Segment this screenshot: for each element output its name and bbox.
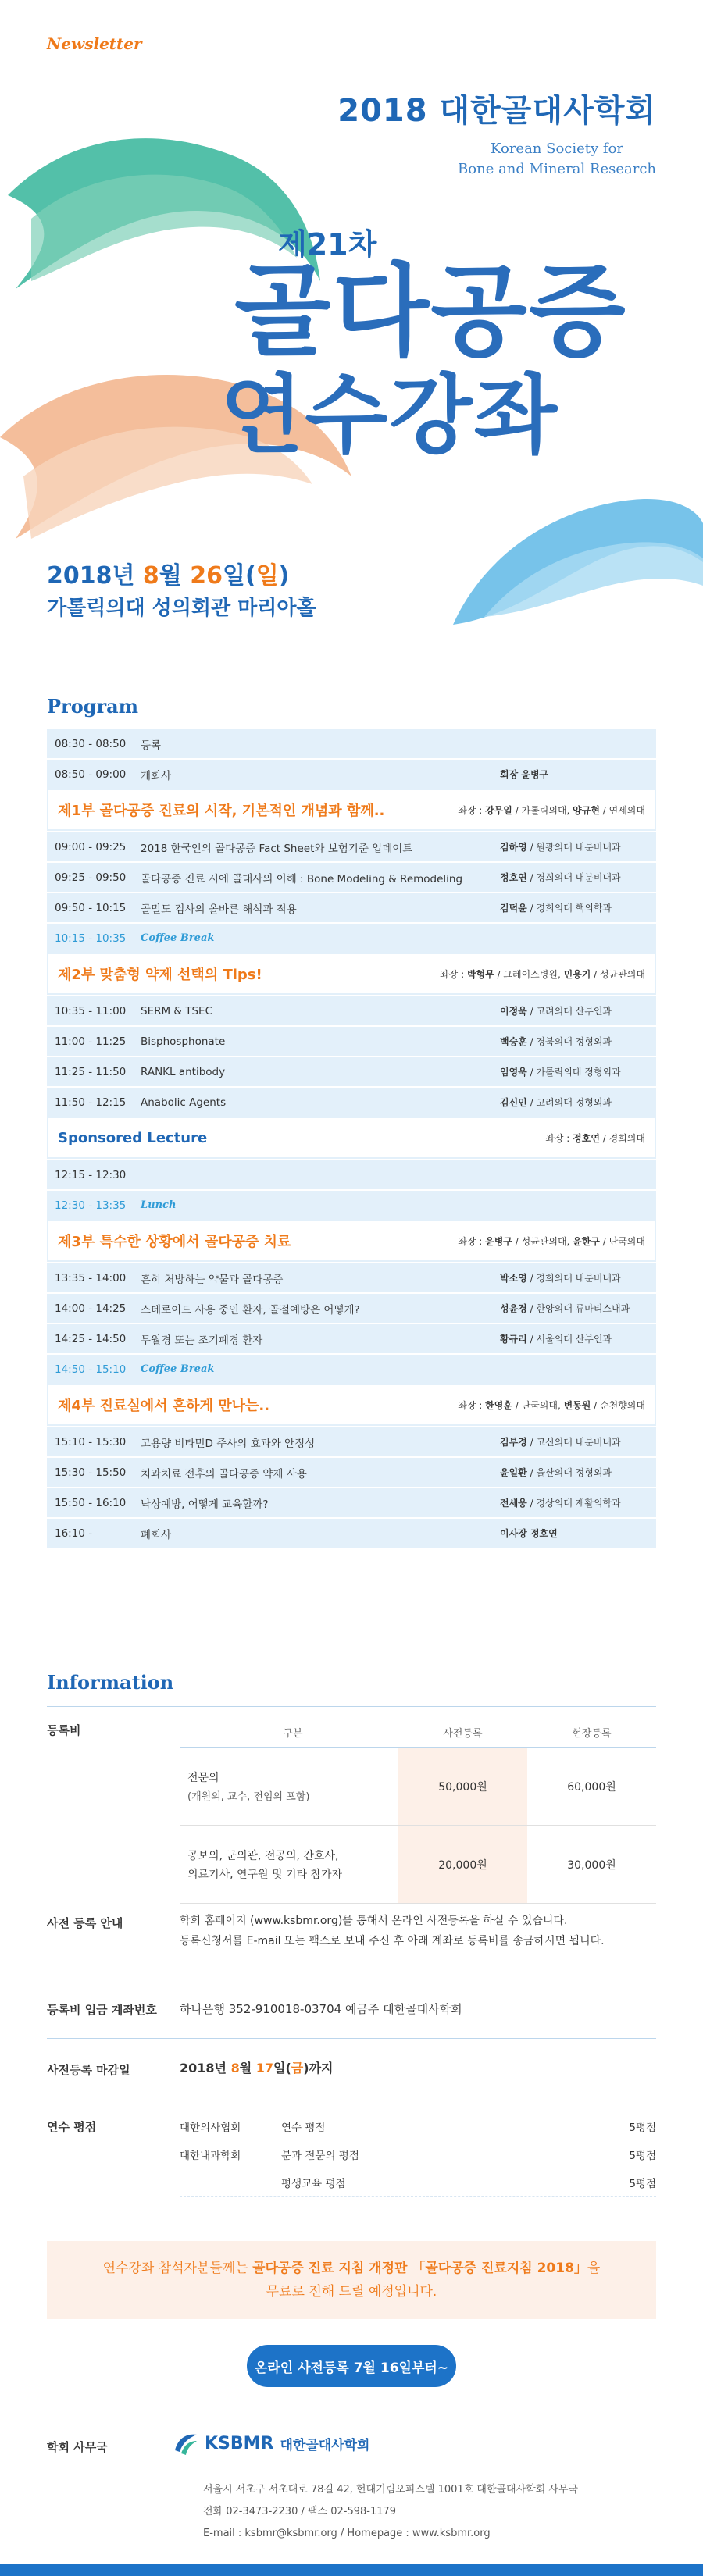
chair-prefix: 좌장 : bbox=[458, 804, 486, 816]
program-row bbox=[47, 861, 656, 892]
speaker-name: 이정욱 bbox=[500, 1006, 527, 1017]
deadline-value bbox=[180, 2058, 333, 2079]
chair-name: 민용기 bbox=[563, 968, 591, 980]
program-speaker bbox=[500, 1004, 656, 1017]
program-time: 08:30 - 08:50 bbox=[55, 737, 127, 750]
fee-onsite-value: 30,000원 bbox=[567, 1858, 616, 1872]
speaker-name: 이사장 정호연 bbox=[500, 1528, 558, 1539]
prereg-line2: 등록신청서를 E-mail 또는 팩스로 보내 주신 후 아래 계좌로 등록비를 송금하시면 됩니다. bbox=[180, 1935, 605, 1947]
speaker-name: 회장 윤병구 bbox=[500, 769, 549, 780]
program-row bbox=[47, 831, 656, 861]
program-row bbox=[47, 1086, 656, 1117]
program-time: 11:25 - 11:50 bbox=[55, 1065, 127, 1078]
program-row bbox=[47, 1487, 656, 1517]
program-speaker bbox=[500, 871, 656, 884]
session-header bbox=[47, 1117, 656, 1159]
chair-name: 윤한구 bbox=[573, 1235, 600, 1247]
date-month: 8 bbox=[142, 562, 159, 590]
credit-type: 연수 평점 bbox=[281, 2121, 326, 2134]
program-speaker bbox=[500, 1035, 656, 1048]
program-time: 09:50 - 10:15 bbox=[55, 901, 127, 914]
society-en-line1: Korean Society for bbox=[491, 141, 624, 157]
notice-line1-c: 을 bbox=[587, 2261, 601, 2276]
speaker-name: 김덕윤 bbox=[500, 903, 527, 914]
date-end: ) bbox=[278, 562, 290, 590]
notice-box bbox=[47, 2241, 656, 2319]
program-topic: RANKL antibody bbox=[141, 1065, 226, 1078]
session-header bbox=[47, 1384, 656, 1426]
speaker-affiliation: / 울산의대 정형외과 bbox=[526, 1467, 612, 1478]
fee-head-category: 구분 bbox=[283, 1728, 303, 1740]
program-speaker bbox=[500, 768, 656, 781]
program-speaker bbox=[500, 1466, 656, 1479]
program-time: 12:30 - 13:35 bbox=[55, 1199, 127, 1212]
program-speaker bbox=[500, 1527, 656, 1540]
chair-affiliation: / 단국의대 bbox=[599, 1235, 645, 1247]
fee-prereg-value: 50,000원 bbox=[398, 1748, 527, 1825]
speaker-affiliation: / 가톨릭의대 정형외과 bbox=[526, 1067, 621, 1078]
chair-affiliation: / 그레이스병원, bbox=[494, 968, 564, 980]
date-mid: 월 bbox=[159, 562, 191, 590]
deadline-day: 17 bbox=[255, 2061, 273, 2075]
chair-prefix: 좌장 : bbox=[458, 1235, 486, 1247]
program-row bbox=[47, 1456, 656, 1487]
program-time: 12:15 - 12:30 bbox=[55, 1168, 127, 1181]
program-topic: 골다공증 진료 시에 골대사의 이해 : Bone Modeling & Remodeling bbox=[141, 872, 463, 885]
deadline-month: 8 bbox=[230, 2061, 240, 2075]
program-topic: 골밀도 검사의 올바른 해석과 적용 bbox=[141, 903, 297, 916]
logo-kr: 대한골대사학회 bbox=[280, 2437, 370, 2453]
deadline-weekday: 금 bbox=[291, 2061, 304, 2075]
program-speaker bbox=[500, 1332, 656, 1345]
logo-en: KSBMR bbox=[205, 2433, 274, 2453]
program-time: 11:00 - 11:25 bbox=[55, 1035, 127, 1048]
credit-type: 평생교육 평점 bbox=[281, 2177, 346, 2190]
chair-prefix: 좌장 : bbox=[440, 968, 467, 980]
fee-category-line1: 전문의 bbox=[187, 1772, 219, 1784]
notice-line2: 무료로 전해 드릴 예정입니다. bbox=[266, 2284, 437, 2300]
program-topic: 등록 bbox=[141, 739, 162, 752]
deadline-a: 2018년 bbox=[180, 2061, 231, 2075]
chair-name: 변동원 bbox=[563, 1399, 591, 1411]
program-row bbox=[47, 1056, 656, 1086]
chair-prefix: 좌장 : bbox=[458, 1399, 486, 1411]
program-time: 13:35 - 14:00 bbox=[55, 1271, 127, 1284]
chair-affiliation: / 순천향의대 bbox=[591, 1399, 645, 1411]
program-row bbox=[47, 995, 656, 1025]
speaker-affiliation: / 고신의대 내분비내과 bbox=[526, 1437, 621, 1448]
program-row bbox=[47, 1292, 656, 1323]
speaker-name: 임영욱 bbox=[500, 1067, 527, 1078]
chair-affiliation: / 성균관의대, bbox=[512, 1235, 573, 1247]
session-title: 제2부 맞춤형 약제 선택의 Tips! bbox=[58, 967, 262, 983]
session-header bbox=[47, 953, 656, 995]
credit-points: 5평점 bbox=[629, 2121, 656, 2134]
chair-name: 한영훈 bbox=[485, 1399, 512, 1411]
program-topic: Lunch bbox=[141, 1199, 177, 1211]
speaker-name: 박소영 bbox=[500, 1273, 527, 1284]
chair-affiliation: / 단국의대, bbox=[512, 1399, 564, 1411]
program-speaker bbox=[500, 1271, 656, 1284]
chair-name: 정호연 bbox=[573, 1132, 600, 1144]
credit-row bbox=[180, 2140, 656, 2168]
program-topic: SERM & TSEC bbox=[141, 1004, 213, 1017]
program-speaker bbox=[500, 1435, 656, 1448]
speaker-name: 전세웅 bbox=[500, 1498, 527, 1509]
fee-category-line2: 의료기사, 연구원 및 기타 참가자 bbox=[187, 1868, 343, 1881]
program-row bbox=[47, 892, 656, 922]
chair-affiliation: / 경희의대 bbox=[599, 1132, 645, 1144]
fee-table bbox=[180, 1718, 656, 1904]
program-row bbox=[47, 758, 656, 789]
program-topic: Anabolic Agents bbox=[141, 1096, 227, 1109]
prereg-line1: 학회 홈페이지 (www.ksbmr.org)를 통해서 온라인 사전등록을 하실 수 있습니다. bbox=[180, 1915, 568, 1927]
program-time: 14:50 - 15:10 bbox=[55, 1363, 127, 1376]
hero-banner bbox=[0, 0, 703, 640]
ksbmr-logo-icon bbox=[172, 2430, 198, 2457]
program-topic: 무월경 또는 조기폐경 환자 bbox=[141, 1334, 263, 1347]
notice-line1-b: 골다공증 진료 지침 개정판 「골다공증 진료지침 2018」 bbox=[252, 2261, 587, 2276]
program-topic: 폐회사 bbox=[141, 1528, 172, 1541]
main-title-line2: 연수강좌 bbox=[220, 365, 559, 465]
credit-list bbox=[180, 2112, 656, 2197]
program-time: 09:00 - 09:25 bbox=[55, 840, 127, 853]
society-english-name bbox=[458, 139, 656, 180]
program-time: 10:15 - 10:35 bbox=[55, 932, 127, 945]
fee-category bbox=[180, 1769, 398, 1803]
fee-onsite-value: 60,000원 bbox=[567, 1780, 616, 1794]
break-row bbox=[47, 1189, 656, 1220]
notice-line1-a: 연수강좌 참석자분들께는 bbox=[102, 2261, 253, 2276]
program-speaker bbox=[500, 1496, 656, 1509]
credit-label: 연수 평점 bbox=[47, 2120, 97, 2134]
chair-affiliation: / 가톨릭의대, bbox=[512, 804, 573, 816]
speaker-affiliation: / 한양의대 류마티스내과 bbox=[526, 1303, 630, 1314]
program-table bbox=[47, 728, 656, 1548]
program-topic: 2018 한국인의 골다공증 Fact Sheet와 보험기준 업데이트 bbox=[141, 842, 413, 855]
program-row bbox=[47, 1323, 656, 1353]
program-row bbox=[47, 728, 656, 758]
program-topic: Coffee Break bbox=[141, 932, 215, 944]
program-time: 08:50 - 09:00 bbox=[55, 768, 127, 781]
program-time: 11:50 - 12:15 bbox=[55, 1096, 127, 1109]
speaker-affiliation: / 원광의대 내분비내과 bbox=[526, 842, 621, 853]
bottom-bar bbox=[0, 2564, 703, 2576]
credit-org: 대한내과학회 bbox=[180, 2149, 241, 2162]
program-time: 15:50 - 16:10 bbox=[55, 1496, 127, 1509]
speaker-affiliation: / 고려의대 정형외과 bbox=[526, 1097, 612, 1108]
speaker-name: 윤일환 bbox=[500, 1467, 527, 1478]
deadline-label: 사전등록 마감일 bbox=[47, 2063, 130, 2077]
chair-affiliation: / 연세의대 bbox=[599, 804, 645, 816]
chair-name: 양규현 bbox=[573, 804, 600, 816]
chair-prefix: 좌장 : bbox=[545, 1132, 573, 1144]
session-header bbox=[47, 1220, 656, 1262]
program-topic: 낙상예방, 어떻게 교육할까? bbox=[141, 1498, 269, 1511]
fee-head-onsite: 현장등록 bbox=[572, 1728, 612, 1740]
deadline-c: 일( bbox=[273, 2061, 291, 2075]
speaker-affiliation: / 경희의대 핵의학과 bbox=[526, 903, 612, 914]
program-title: Program bbox=[47, 695, 139, 718]
deadline-b: 월 bbox=[239, 2061, 256, 2075]
session-title: 제3부 특수한 상황에서 골다공증 치료 bbox=[58, 1234, 291, 1250]
program-time: 15:10 - 15:30 bbox=[55, 1435, 127, 1448]
program-topic: 고용량 비타민D 주사의 효과와 안정성 bbox=[141, 1437, 316, 1450]
program-speaker bbox=[500, 1096, 656, 1109]
speaker-name: 김부경 bbox=[500, 1437, 527, 1448]
online-registration-button[interactable]: 온라인 사전등록 7월 16일부터~ bbox=[247, 2345, 456, 2387]
program-speaker bbox=[500, 1302, 656, 1315]
fee-row bbox=[180, 1748, 656, 1826]
program-speaker bbox=[500, 840, 656, 853]
session-chair bbox=[458, 1235, 645, 1248]
program-topic: 개회사 bbox=[141, 769, 172, 782]
web-line: E-mail : ksbmr@ksbmr.org / Homepage : www.ksbmr.org bbox=[203, 2528, 491, 2539]
speaker-name: 백승훈 bbox=[500, 1036, 527, 1047]
fee-prereg-value: 20,000원 bbox=[398, 1826, 527, 1903]
credit-row bbox=[180, 2168, 656, 2197]
chair-name: 강무일 bbox=[485, 804, 512, 816]
divider bbox=[47, 1706, 656, 1707]
program-topic: Coffee Break bbox=[141, 1363, 215, 1375]
main-title-line1: 골다공증 bbox=[234, 254, 627, 370]
session-title: 제1부 골다공증 진료의 시작, 기본적인 개념과 함께.. bbox=[58, 803, 385, 819]
speaker-affiliation: / 서울의대 산부인과 bbox=[526, 1334, 612, 1345]
speaker-name: 김하영 bbox=[500, 842, 527, 853]
event-date bbox=[47, 556, 289, 590]
break-row bbox=[47, 922, 656, 953]
speaker-name: 황규리 bbox=[500, 1334, 527, 1345]
fee-category bbox=[180, 1847, 398, 1882]
notice-line1 bbox=[103, 2257, 601, 2280]
session-title: 제4부 진료실에서 흔하게 만나는.. bbox=[58, 1398, 270, 1414]
ksbmr-logo bbox=[172, 2430, 369, 2457]
fee-head-prereg: 사전등록 bbox=[443, 1728, 483, 1740]
credit-points: 5평점 bbox=[629, 2177, 656, 2190]
fee-category-line1: 공보의, 군의관, 전공의, 간호사, bbox=[187, 1849, 339, 1862]
society-en-line2: Bone and Mineral Research bbox=[458, 161, 656, 177]
date-prefix: 2018년 bbox=[47, 562, 143, 590]
program-time: 16:10 - bbox=[55, 1527, 93, 1540]
credit-row bbox=[180, 2112, 656, 2140]
program-time: 14:00 - 14:25 bbox=[55, 1302, 127, 1315]
program-topic: Bisphosphonate bbox=[141, 1035, 226, 1048]
credit-type: 분과 전문의 평점 bbox=[281, 2149, 359, 2162]
information-title: Information bbox=[47, 1671, 174, 1694]
chair-affiliation: / 성균관의대 bbox=[591, 968, 645, 980]
credit-points: 5평점 bbox=[629, 2149, 656, 2162]
session-chair bbox=[440, 967, 645, 981]
account-label: 등록비 입금 계좌번호 bbox=[47, 2003, 157, 2017]
credit-org: 대한의사협회 bbox=[180, 2121, 241, 2134]
session-chair bbox=[458, 803, 645, 817]
prereg-text bbox=[180, 1911, 605, 1951]
fee-row bbox=[180, 1826, 656, 1904]
speaker-affiliation: / 경희의대 내분비내과 bbox=[526, 872, 621, 883]
program-row bbox=[47, 1517, 656, 1548]
account-value: 하나은행 352-910018-03704 예금주 대한골대사학회 bbox=[180, 2002, 462, 2016]
program-speaker bbox=[500, 901, 656, 914]
break-row bbox=[47, 1353, 656, 1384]
address-line: 서울시 서초구 서초대로 78길 42, 현대기림오피스텔 1001호 대한골대사학회 사무국 bbox=[203, 2484, 579, 2496]
speaker-affiliation: / 고려의대 산부인과 bbox=[526, 1006, 612, 1017]
program-topic: 스테로이드 사용 중인 환자, 골절예방은 어떻게? bbox=[141, 1303, 360, 1317]
speaker-name: 정호연 bbox=[500, 872, 527, 883]
newsletter-label: Newsletter bbox=[47, 34, 142, 53]
program-speaker bbox=[500, 1065, 656, 1078]
session-chair bbox=[458, 1398, 645, 1412]
divider bbox=[47, 2038, 656, 2039]
session-title: Sponsored Lecture bbox=[58, 1129, 208, 1146]
date-weekday: 일 bbox=[255, 562, 279, 590]
society-title: 2018 대한골대사학회 bbox=[337, 93, 656, 129]
program-row bbox=[47, 1159, 656, 1189]
edition-label: 제21차 bbox=[278, 227, 377, 262]
speaker-affiliation: / 경상의대 재활의학과 bbox=[526, 1498, 621, 1509]
date-suffix: 일( bbox=[222, 562, 256, 590]
program-row bbox=[47, 1025, 656, 1056]
speaker-affiliation: / 경희의대 내분비내과 bbox=[526, 1273, 621, 1284]
office-address bbox=[203, 2479, 578, 2545]
program-topic: 치과치료 전후의 골다공증 약제 사용 bbox=[141, 1467, 307, 1480]
program-row bbox=[47, 1426, 656, 1456]
program-time: 14:25 - 14:50 bbox=[55, 1332, 127, 1345]
program-time: 15:30 - 15:50 bbox=[55, 1466, 127, 1479]
speaker-name: 김신민 bbox=[500, 1097, 527, 1108]
session-chair bbox=[545, 1131, 645, 1145]
event-venue: 가톨릭의대 성의회관 마리아홀 bbox=[47, 597, 316, 620]
program-row bbox=[47, 1262, 656, 1292]
program-time: 09:25 - 09:50 bbox=[55, 871, 127, 884]
fee-label: 등록비 bbox=[47, 1723, 81, 1737]
chair-name: 박형무 bbox=[466, 968, 494, 980]
chair-name: 윤병구 bbox=[485, 1235, 512, 1247]
office-label: 학회 사무국 bbox=[47, 2440, 108, 2454]
blue-ribbon-graphic bbox=[437, 469, 703, 640]
prereg-label: 사전 등록 안내 bbox=[47, 1916, 123, 1930]
speaker-name: 성윤경 bbox=[500, 1303, 527, 1314]
speaker-affiliation: / 경북의대 정형외과 bbox=[526, 1036, 612, 1047]
date-day: 26 bbox=[190, 562, 223, 590]
program-time: 10:35 - 11:00 bbox=[55, 1004, 127, 1017]
deadline-d: )까지 bbox=[303, 2061, 334, 2075]
fee-category-line2: (개원의, 교수, 전임의 포함) bbox=[187, 1791, 310, 1803]
contact-line: 전화 02-3473-2230 / 팩스 02-598-1179 bbox=[203, 2506, 397, 2517]
fee-table-header bbox=[180, 1718, 656, 1748]
program-topic: 흔히 처방하는 약물과 골다공증 bbox=[141, 1273, 284, 1286]
session-header bbox=[47, 789, 656, 831]
